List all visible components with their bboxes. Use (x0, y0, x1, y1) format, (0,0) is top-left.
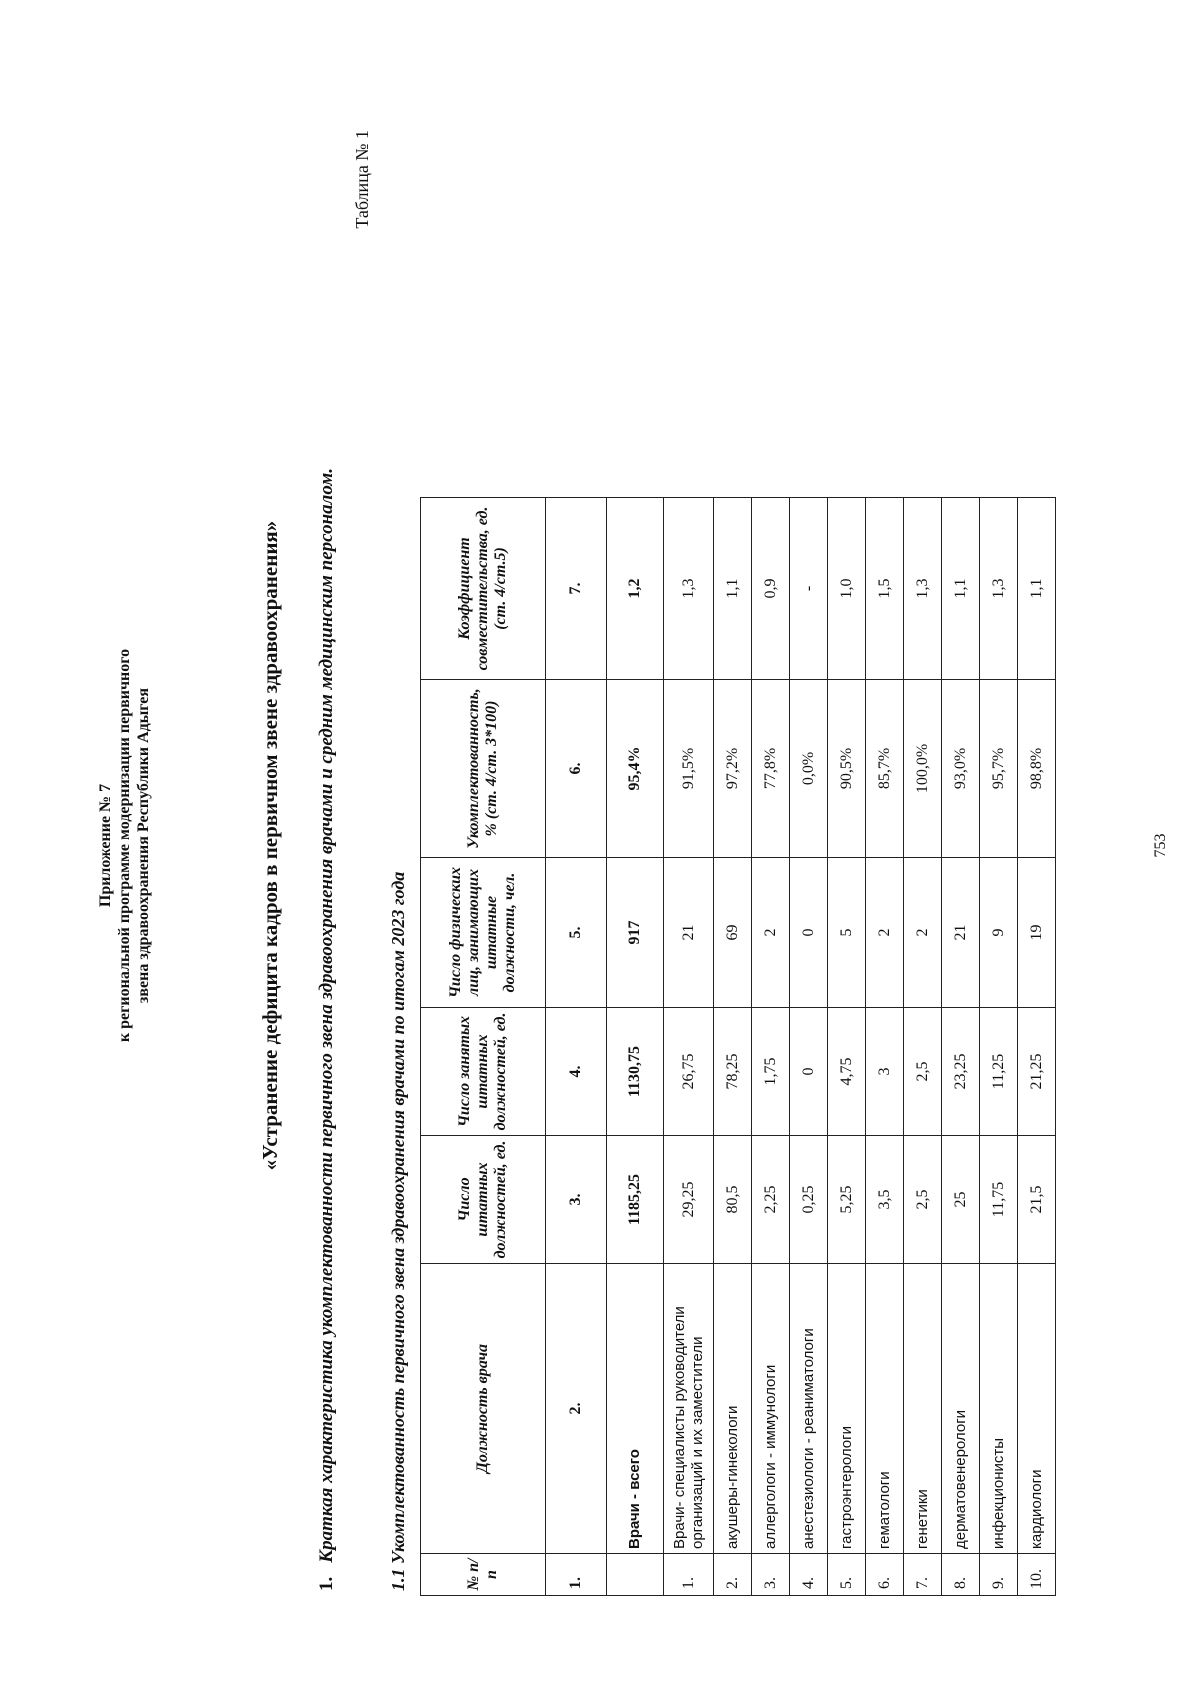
table-header-row (421, 498, 546, 1596)
table-row (714, 498, 752, 1596)
column-number: 6. (546, 680, 607, 858)
cell-staff-positions: 25 (942, 1136, 980, 1264)
cell-ratio: - (790, 498, 828, 680)
table-row (980, 498, 1018, 1596)
cell-staffing-percent: 98,8% (1018, 680, 1056, 858)
cell-occupied-positions: 3 (866, 1008, 904, 1136)
table-row (904, 498, 942, 1596)
cell-staff-positions: 21,5 (1018, 1136, 1056, 1264)
row-index: 6. (866, 1554, 904, 1596)
column-number: 5. (546, 858, 607, 1008)
cell-occupied-positions: 23,25 (942, 1008, 980, 1136)
section-heading (316, 468, 338, 1591)
cell-individuals: 9 (980, 858, 1018, 1008)
section-title: Краткая характеристика укомплектованности первичного звена здравоохранения врачами и средним медицинским персоналом. (316, 468, 337, 1563)
appendix-line-2: к региональной программе модернизации первичного (116, 648, 133, 1043)
row-index: 2. (714, 1554, 752, 1596)
position-name: гематологи (866, 1264, 904, 1554)
cell-staff-positions: 1185,25 (607, 1136, 664, 1264)
cell-individuals: 917 (607, 858, 664, 1008)
cell-individuals: 5 (828, 858, 866, 1008)
cell-staffing-percent: 77,8% (752, 680, 790, 858)
cell-staffing-percent: 97,2% (714, 680, 752, 858)
table-row (1018, 498, 1056, 1596)
cell-individuals: 21 (664, 858, 714, 1008)
cell-occupied-positions: 78,25 (714, 1008, 752, 1136)
cell-ratio: 1,3 (664, 498, 714, 680)
column-number: 2. (546, 1264, 607, 1554)
cell-staffing-percent: 100,0% (904, 680, 942, 858)
cell-staff-positions: 2,5 (904, 1136, 942, 1264)
cell-occupied-positions: 11,25 (980, 1008, 1018, 1136)
column-number: 1. (546, 1554, 607, 1596)
cell-individuals: 2 (904, 858, 942, 1008)
row-index: 9. (980, 1554, 1018, 1596)
appendix-line-3: звена здравоохранения Республики Адыгея (135, 687, 152, 1004)
cell-individuals: 0 (790, 858, 828, 1008)
table-row (942, 498, 980, 1596)
cell-occupied-positions: 4,75 (828, 1008, 866, 1136)
row-index: 7. (904, 1554, 942, 1596)
cell-individuals: 19 (1018, 858, 1056, 1008)
cell-individuals: 21 (942, 858, 980, 1008)
column-number: 4. (546, 1008, 607, 1136)
cell-staffing-percent: 95,7% (980, 680, 1018, 858)
cell-staffing-percent: 0,0% (790, 680, 828, 858)
appendix-line-1: Приложение № 7 (97, 783, 114, 908)
table-row (828, 498, 866, 1596)
header-cell: Коэффициент совместительства, ед. (ст. 4/ст.5) (421, 498, 546, 680)
cell-occupied-positions: 2,5 (904, 1008, 942, 1136)
cell-ratio: 1,1 (1018, 498, 1056, 680)
section-number: 1. (316, 1576, 337, 1591)
header-cell: Число штатных должностей, ед. (421, 1136, 546, 1264)
cell-ratio: 1,2 (607, 498, 664, 680)
position-name: дерматовенерологи (942, 1264, 980, 1554)
cell-occupied-positions: 1,75 (752, 1008, 790, 1136)
cell-ratio: 0,9 (752, 498, 790, 680)
position-name: генетики (904, 1264, 942, 1554)
total-row (607, 498, 664, 1596)
row-index: 1. (664, 1554, 714, 1596)
cell-staffing-percent: 91,5% (664, 680, 714, 858)
cell-ratio: 1,1 (714, 498, 752, 680)
cell-individuals: 69 (714, 858, 752, 1008)
column-number: 7. (546, 498, 607, 680)
table-row (866, 498, 904, 1596)
position-name: аллергологи - иммунологи (752, 1264, 790, 1554)
column-number-row (546, 498, 607, 1596)
row-index (607, 1554, 664, 1596)
cell-staff-positions: 5,25 (828, 1136, 866, 1264)
cell-individuals: 2 (866, 858, 904, 1008)
cell-staffing-percent: 85,7% (866, 680, 904, 858)
cell-occupied-positions: 26,75 (664, 1008, 714, 1136)
row-index: 8. (942, 1554, 980, 1596)
table-label: Таблица № 1 (352, 130, 372, 229)
row-index: 5. (828, 1554, 866, 1596)
position-name: анестезиологи - реаниматологи (790, 1264, 828, 1554)
cell-occupied-positions: 21,25 (1018, 1008, 1056, 1136)
cell-ratio: 1,3 (980, 498, 1018, 680)
cell-staff-positions: 3,5 (866, 1136, 904, 1264)
position-name: Врачи- специалисты руководители организаций и их заместители (664, 1264, 714, 1554)
cell-staffing-percent: 95,4% (607, 680, 664, 858)
cell-occupied-positions: 1130,75 (607, 1008, 664, 1136)
cell-staff-positions: 2,25 (752, 1136, 790, 1264)
cell-ratio: 1,3 (904, 498, 942, 680)
cell-ratio: 1,1 (942, 498, 980, 680)
cell-ratio: 1,0 (828, 498, 866, 680)
appendix-header (96, 0, 153, 1691)
table-row (752, 498, 790, 1596)
column-number: 3. (546, 1136, 607, 1264)
header-cell: Число физических лиц, занимающих штатные должности, чел. (421, 858, 546, 1008)
cell-ratio: 1,5 (866, 498, 904, 680)
cell-staffing-percent: 93,0% (942, 680, 980, 858)
header-cell: Должность врача (421, 1264, 546, 1554)
header-cell: № п/п (421, 1554, 546, 1596)
cell-individuals: 2 (752, 858, 790, 1008)
cell-staffing-percent: 90,5% (828, 680, 866, 858)
row-index: 4. (790, 1554, 828, 1596)
row-index: 3. (752, 1554, 790, 1596)
cell-occupied-positions: 0 (790, 1008, 828, 1136)
position-name: Врачи - всего (607, 1264, 664, 1554)
page-number: 753 (1152, 833, 1169, 858)
position-name: инфекционисты (980, 1264, 1018, 1554)
row-index: 10. (1018, 1554, 1056, 1596)
position-name: кардиологи (1018, 1264, 1056, 1554)
position-name: акушеры-гинекологи (714, 1264, 752, 1554)
cell-staff-positions: 0,25 (790, 1136, 828, 1264)
header-cell: Укомплектованность, % (ст. 4/ст. 3*100) (421, 680, 546, 858)
position-name: гастроэнтерологи (828, 1264, 866, 1554)
main-title: «Устранение дефицита кадров в первичном звене здравоохранения» (258, 520, 282, 1171)
header-cell: Число занятых штатных должностей, ед. (421, 1008, 546, 1136)
table-subtitle: 1.1 Укомплектованность первичного звена здравоохранения врачами по итогам 2023 года (388, 871, 408, 1591)
cell-staff-positions: 29,25 (664, 1136, 714, 1264)
table-row (790, 498, 828, 1596)
staffing-table (420, 497, 1056, 1596)
cell-staff-positions: 80,5 (714, 1136, 752, 1264)
table-row (664, 498, 714, 1596)
cell-staff-positions: 11,75 (980, 1136, 1018, 1264)
